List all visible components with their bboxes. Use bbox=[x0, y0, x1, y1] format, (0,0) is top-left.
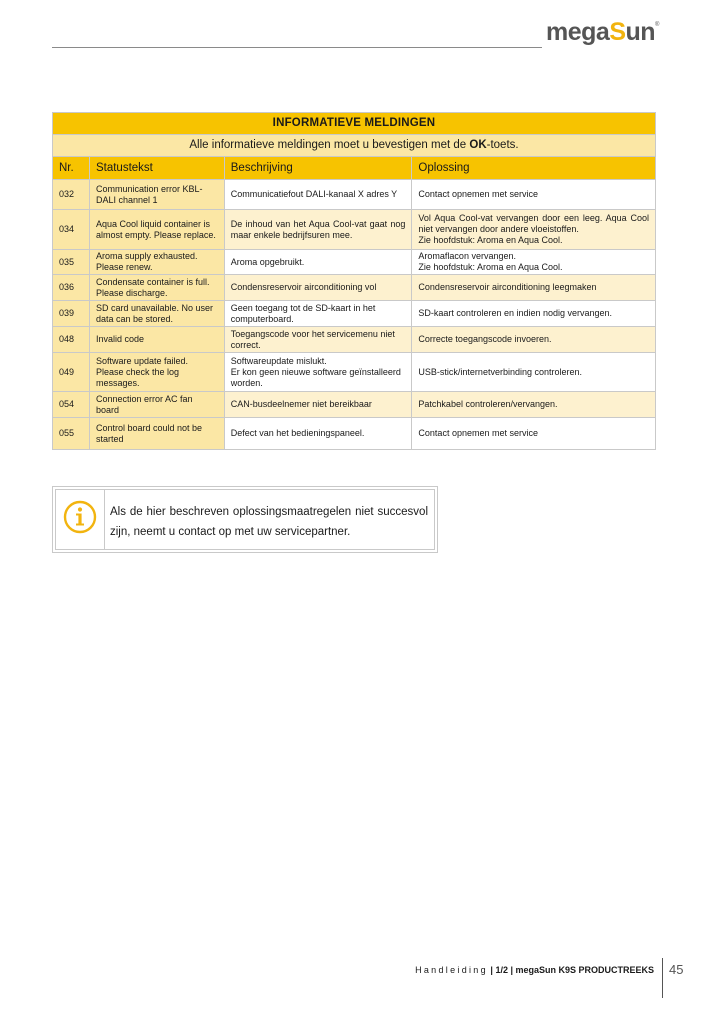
row-description: Aroma opgebruikt. bbox=[224, 250, 412, 275]
row-description: Toegangscode voor het servicemenu niet correct. bbox=[224, 327, 412, 353]
table-row bbox=[53, 250, 656, 275]
footer-divider bbox=[662, 958, 663, 998]
row-nr: 039 bbox=[53, 301, 90, 327]
row-description: Condensreservoir airconditioning vol bbox=[224, 275, 412, 301]
footer-text: Handleiding | 1/2 | megaSun K9S PRODUCTREEKS bbox=[415, 965, 654, 975]
info-icon bbox=[63, 500, 97, 539]
row-solution: Vol Aqua Cool-vat vervangen door een leeg. Aqua Cool niet vervangen door andere vloeistoffen. Zie hoofdstuk: Aroma en Aqua Cool. bbox=[412, 210, 656, 250]
row-solution: Patchkabel controleren/vervangen. bbox=[412, 392, 656, 418]
table-row bbox=[53, 327, 656, 353]
page-number: 45 bbox=[669, 962, 684, 977]
row-nr: 036 bbox=[53, 275, 90, 301]
row-nr: 048 bbox=[53, 327, 90, 353]
table-title: INFORMATIEVE MELDINGEN bbox=[53, 113, 656, 135]
row-solution: Contact opnemen met service bbox=[412, 418, 656, 450]
row-status: Condensate container is full. Please discharge. bbox=[89, 275, 224, 301]
table-row bbox=[53, 418, 656, 450]
row-solution: Correcte toegangscode invoeren. bbox=[412, 327, 656, 353]
row-status: Control board could not be started bbox=[89, 418, 224, 450]
row-description: CAN-busdeelnemer niet bereikbaar bbox=[224, 392, 412, 418]
table-row bbox=[53, 301, 656, 327]
row-description: De inhoud van het Aqua Cool-vat gaat nog maar enkele bedrijfsuren mee. bbox=[224, 210, 412, 250]
row-solution: Contact opnemen met service bbox=[412, 180, 656, 210]
row-description: Communicatiefout DALI-kanaal X adres Y bbox=[224, 180, 412, 210]
row-nr: 034 bbox=[53, 210, 90, 250]
col-header-description: Beschrijving bbox=[224, 157, 412, 180]
row-solution: Condensreservoir airconditioning leegmaken bbox=[412, 275, 656, 301]
row-nr: 055 bbox=[53, 418, 90, 450]
col-header-status: Statustekst bbox=[89, 157, 224, 180]
table-row bbox=[53, 210, 656, 250]
table-row bbox=[53, 392, 656, 418]
row-description: Softwareupdate mislukt. Er kon geen nieuwe software geïnstalleerd worden. bbox=[224, 353, 412, 392]
megasun-logo: megaSun® bbox=[546, 18, 659, 46]
row-status: Software update failed. Please check the log messages. bbox=[89, 353, 224, 392]
row-description: Defect van het bedieningspaneel. bbox=[224, 418, 412, 450]
row-solution: USB-stick/internetverbinding controleren. bbox=[412, 353, 656, 392]
table-row bbox=[53, 180, 656, 210]
row-status: Invalid code bbox=[89, 327, 224, 353]
row-nr: 035 bbox=[53, 250, 90, 275]
row-nr: 054 bbox=[53, 392, 90, 418]
row-status: Aroma supply exhausted. Please renew. bbox=[89, 250, 224, 275]
row-nr: 032 bbox=[53, 180, 90, 210]
row-status: Connection error AC fan board bbox=[89, 392, 224, 418]
table-row bbox=[53, 353, 656, 392]
col-header-nr: Nr. bbox=[53, 157, 90, 180]
row-status: SD card unavailable. No user data can be stored. bbox=[89, 301, 224, 327]
table-subtitle: Alle informatieve meldingen moet u bevestigen met de OK-toets. bbox=[53, 135, 656, 157]
row-solution: Aromaflacon vervangen. Zie hoofdstuk: Aroma en Aqua Cool. bbox=[412, 250, 656, 275]
info-note-text: Als de hier beschreven oplossingsmaatregelen niet succesvol zijn, neemt u contact op met uw servicepartner. bbox=[110, 506, 428, 538]
row-solution: SD-kaart controleren en indien nodig vervangen. bbox=[412, 301, 656, 327]
row-nr: 049 bbox=[53, 353, 90, 392]
table-row bbox=[53, 275, 656, 301]
col-header-solution: Oplossing bbox=[412, 157, 656, 180]
info-note-box bbox=[52, 486, 438, 553]
info-messages-table bbox=[52, 112, 656, 450]
row-status: Communication error KBL-DALI channel 1 bbox=[89, 180, 224, 210]
row-status: Aqua Cool liquid container is almost empty. Please replace. bbox=[89, 210, 224, 250]
row-description: Geen toegang tot de SD-kaart in het computerboard. bbox=[224, 301, 412, 327]
header-rule bbox=[52, 47, 542, 48]
